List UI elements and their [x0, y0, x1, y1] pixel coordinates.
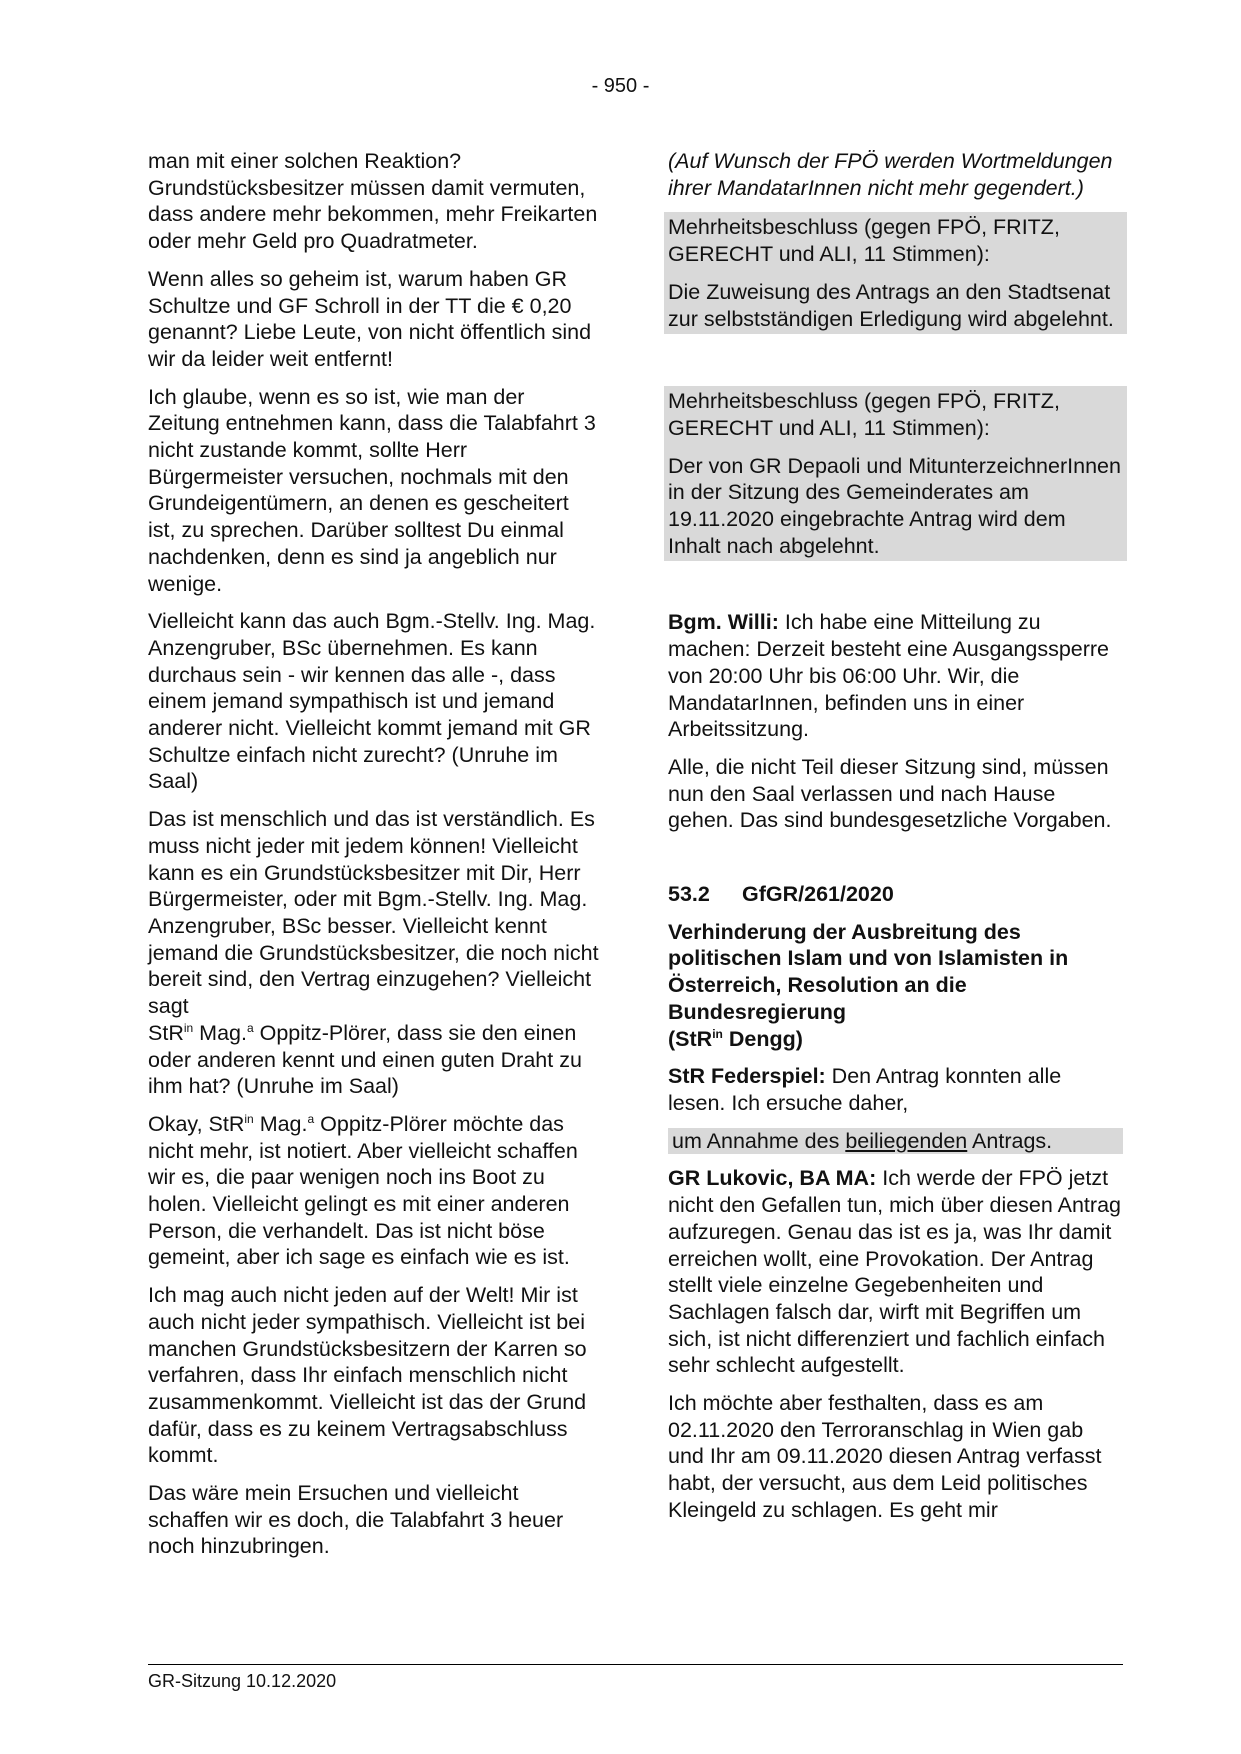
- agenda-item-header: [668, 881, 1123, 908]
- text-segment: Okay, StR: [148, 1111, 245, 1136]
- lukovic-statement: [668, 1165, 1123, 1379]
- superscript: in: [183, 1020, 194, 1035]
- paragraph: Ich glaube, wenn es so ist, wie man der Zeitung entnehmen kann, dass die Talabfahrt 3 nicht zustande kommt, sollte Herr Bürgermeister versuchen, nochmals mit den Grundeigentümern, an denen es gescheitert ist, zu sprechen. Darüber solltest Du einmal nachdenken, denn es sind ja angeblich nur wenige.: [148, 384, 596, 596]
- paragraph: [148, 1111, 600, 1271]
- superscript: in: [244, 1111, 254, 1126]
- agenda-title-text: Verhinderung der Ausbreitung des politischen Islam und von Islamisten in Österreich, Resolution an die Bundesregierung: [668, 919, 1069, 1024]
- right-column: [668, 148, 1123, 1535]
- resolution-text: Die Zuweisung des Antrags an den Stadtsenat zur selbstständigen Erledigung wird abgelehnt.: [668, 279, 1114, 331]
- speaker-name: Bgm. Willi:: [668, 610, 779, 635]
- superscript: a: [307, 1111, 315, 1126]
- paragraph: Wenn alles so geheim ist, warum haben GR Schultze und GF Schroll in der TT die € 0,20 genannt? Liebe Leute, von nicht öffentlich sind wir da leider weit entfernt!: [148, 266, 592, 371]
- footer-session-label: GR-Sitzung 10.12.2020: [148, 1671, 337, 1691]
- text-segment: StR: [148, 1020, 184, 1045]
- motion-text: Antrags.: [967, 1128, 1053, 1153]
- paragraph: Vielleicht kann das auch Bgm.-Stellv. Ing. Mag. Anzengruber, BSc übernehmen. Es kann durchaus sein - wir kennen das alle -, dass einem jemand sympathisch ist und jemand anderer nicht. Vielleicht kommt jemand mit GR Schultze einfach nicht zurecht? (Unruhe im Saal): [148, 609, 596, 794]
- superscript: a: [246, 1020, 254, 1035]
- agenda-item-number: 53.2: [668, 882, 710, 907]
- paragraph: Das wäre mein Ersuchen und vielleicht schaffen wir es doch, die Talabfahrt 3 heuer noch hinzubringen.: [148, 1481, 564, 1559]
- speaker-name: StR Federspiel:: [668, 1064, 826, 1089]
- mayor-statement: [668, 609, 1123, 743]
- resolution-text: Der von GR Depaoli und MitunterzeichnerInnen in der Sitzung des Gemeinderates am 19.11.2020 eingebrachte Antrag wird dem Inhalt nach abgelehnt.: [668, 453, 1121, 558]
- footer-divider: [148, 1664, 1123, 1665]
- attached-motion-link: beiliegenden: [845, 1128, 968, 1153]
- resolution-box-1: [664, 212, 1127, 334]
- vote-result: Mehrheitsbeschluss (gegen FPÖ, FRITZ, GERECHT und ALI, 11 Stimmen):: [668, 215, 1060, 267]
- paragraph-text: Das ist menschlich und das ist verständlich. Es muss nicht jeder mit jedem können! Vielleicht kann es ein Grundstücksbesitzer mit Dir, Herr Bürgermeister, oder mit Bgm.-Stellv. Ing. Mag. Anzengruber, BSc besser. Vielleicht kennt jemand die Grundstücksbesitzer, die noch nicht bereit sind, den Vertrag einzugehen? Vielleicht sagt: [148, 807, 599, 1019]
- agenda-item-code: GfGR/261/2020: [742, 882, 894, 907]
- sponsor-text: Dengg): [722, 1026, 803, 1051]
- text-segment: Oppitz-Plörer möchte das nicht mehr, ist notiert. Aber vielleicht schaffen wir es, die paar wenigen noch ins Boot zu holen. Vielleicht gelingt es mit einer anderen Person, die verhandelt. Das ist nicht böse gemeint, aber ich sage es einfach wie es ist.: [148, 1111, 578, 1270]
- gender-note: (Auf Wunsch der FPÖ werden Wortmeldungen ihrer MandatarInnen nicht mehr gegendert.): [668, 149, 1113, 200]
- text-segment: Oppitz-Plörer, dass sie den einen oder anderen kennt und einen guten Draht zu ihm hat? (Unruhe im Saal): [148, 1020, 582, 1099]
- vote-result: Mehrheitsbeschluss (gegen FPÖ, FRITZ, GERECHT und ALI, 11 Stimmen):: [668, 389, 1060, 440]
- speech-text: Den Antrag konnten alle lesen. Ich ersuche daher,: [668, 1064, 1062, 1115]
- speech-text: Ich habe eine Mitteilung zu machen: Derzeit besteht eine Ausgangssperre von 20:00 Uhr bis 06:00 Uhr. Wir, die MandatarInnen, befinden uns in einer Arbeitssitzung.: [668, 610, 1110, 742]
- federspiel-statement: [668, 1063, 1123, 1116]
- motion-text: um Annahme des: [672, 1128, 846, 1153]
- paragraph: Alle, die nicht Teil dieser Sitzung sind, müssen nun den Saal verlassen und nach Hause gehen. Das sind bundesgesetzliche Vorgaben.: [668, 754, 1112, 833]
- resolution-box-2: [664, 386, 1127, 561]
- paragraph: Ich mag auch nicht jeden auf der Welt! Mir ist auch nicht jeder sympathisch. Vielleicht ist bei manchen Grundstücksbesitzern der Karren so verfahren, dass Ihr einfach menschlich nicht zusammenkommt. Vielleicht ist das der Grund dafür, dass es zu keinem Vertragsabschluss kommt.: [148, 1283, 587, 1468]
- paragraph: [148, 806, 600, 1100]
- agenda-item-title: [668, 919, 1123, 1053]
- left-column: [148, 148, 600, 1571]
- speaker-name: GR Lukovic, BA MA:: [668, 1166, 877, 1191]
- paragraph: man mit einer solchen Reaktion? Grundstücksbesitzer müssen damit vermuten, dass andere mehr bekommen, mehr Freikarten oder mehr Geld pro Quadratmeter.: [148, 149, 598, 254]
- paragraph: Ich möchte aber festhalten, dass es am 02.11.2020 den Terroranschlag in Wien gab und Ihr am 09.11.2020 diesen Antrag verfasst habt, der versucht, aus dem Leid politisches Kleingeld zu schlagen. Es geht mir: [668, 1391, 1102, 1522]
- page-number: - 950 -: [591, 75, 650, 97]
- text-segment: Mag.: [193, 1020, 247, 1045]
- speech-text: Ich werde der FPÖ jetzt nicht den Gefallen tun, mich über diesen Antrag aufzuregen. Genau das ist es ja, was Ihr damit erreichen wollt, eine Provokation. Der Antrag stellt viele einzelne Gegebenheiten und Sachlagen falsch dar, wirft mit Begriffen um sich, ist nicht differenziert und fachlich einfach sehr schlecht aufgestellt.: [668, 1166, 1121, 1378]
- motion-request: [668, 1128, 1123, 1155]
- text-segment: Mag.: [253, 1111, 308, 1136]
- sponsor-text: (StR: [668, 1026, 713, 1051]
- superscript: in: [712, 1026, 723, 1041]
